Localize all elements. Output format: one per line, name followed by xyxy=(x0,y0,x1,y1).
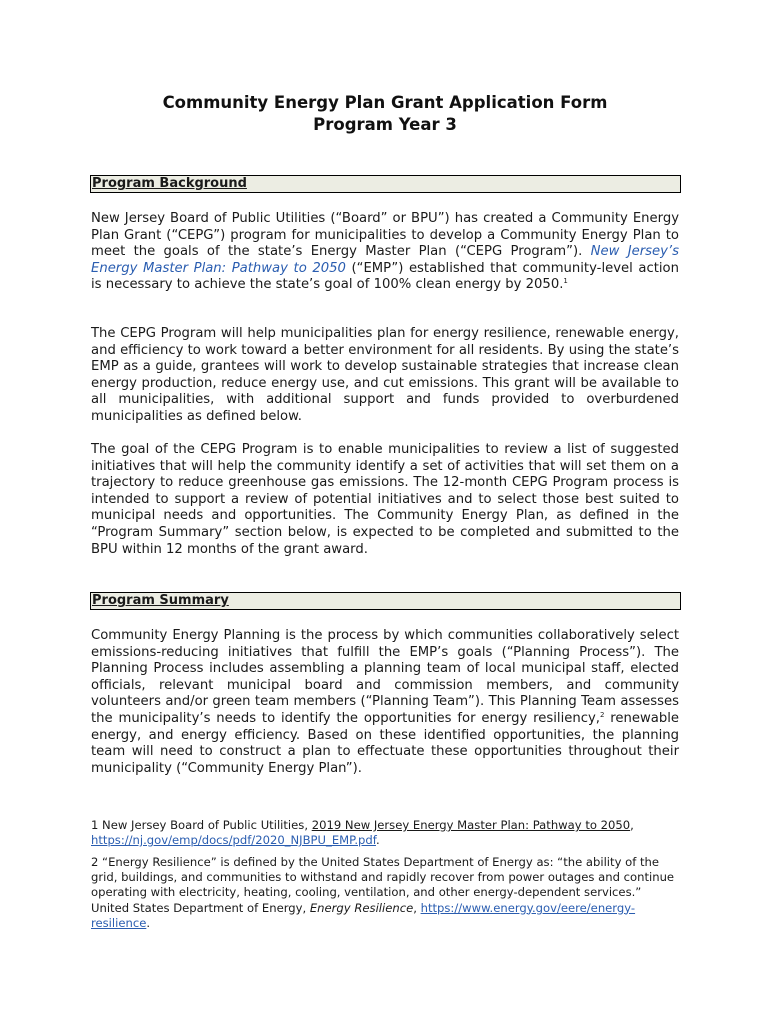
background-paragraph-2: The CEPG Program will help municipalities plan for energy resilience, renewable energy, and efficiency to work toward a better environment for all residents. By using the state’s EMP as a guide, grantees will work to develop sustainable strategies that increase clean energy production, reduce energy use, and cut emissions. This grant will be available to all municipalities, with additional support and funds provided to overburdened municipalities as defined below. xyxy=(91,326,679,424)
background-paragraph-1 xyxy=(91,211,679,294)
footnote-1-separator: , xyxy=(630,818,634,832)
summary-paragraph-1 xyxy=(91,628,679,777)
background-p1-text-a: New Jersey Board of Public Utilities (“Board” or BPU”) has created a Community Energy Plan Grant (“CEPG”) program for municipalities to develop a Community Energy Plan to meet the goals of the state’s Energy Master Plan (“CEPG Program”). xyxy=(91,211,679,260)
emp-link[interactable]: New Jersey’s Energy Master Plan: Pathway to 2050 xyxy=(91,244,679,276)
footnote-2-italic-title: Energy Resilience xyxy=(309,900,414,915)
section-header-background-label: Program Background xyxy=(92,176,247,191)
footnote-2-separator: , xyxy=(413,900,421,915)
footnote-2-url-link[interactable]: https://www.energy.gov/eere/energy-resilience xyxy=(91,900,636,930)
section-header-summary xyxy=(90,592,681,610)
page-title xyxy=(0,92,770,136)
footnote-1 xyxy=(91,818,681,848)
summary-p1-text-b: renewable energy, and energy efficiency. Based on these identified opportunities, the planning team will need to construct a plan to effectuate these opportunities throughout their municipality (“Community Energy Plan”). xyxy=(91,710,679,776)
footnote-2 xyxy=(91,855,681,931)
background-paragraph-3: The goal of the CEPG Program is to enable municipalities to review a list of suggested initiatives that will help the community identify a set of activities that will set them on a trajectory to reduce greenhouse gas emissions. The 12-month CEPG Program process is intended to support a review of potential initiatives and to select those best suited to municipal needs and opportunities. The Community Energy Plan, as defined in the “Program Summary” section below, is expected to be completed and submitted to the BPU within 12 months of the grant award. xyxy=(91,442,679,557)
footnote-ref-2[interactable]: 2 xyxy=(599,710,605,719)
section-header-background xyxy=(90,175,681,193)
footnote-1-url-link[interactable]: https://nj.gov/emp/docs/pdf/2020_NJBPU_EMP.pdf xyxy=(91,833,376,848)
background-p1-text-b: (“EMP”) established that community-level action is necessary to achieve the state’s goal of 100% clean energy by 2050. xyxy=(91,260,679,293)
footnote-1-title: 2019 New Jersey Energy Master Plan: Pathway to 2050 xyxy=(311,818,631,832)
section-header-summary-label: Program Summary xyxy=(92,593,229,608)
title-line-1: Community Energy Plan Grant Application Form xyxy=(162,93,608,112)
summary-p1-text-a: Community Energy Planning is the process by which communities collaboratively select emissions-reducing initiatives that fulfill the EMP’s goals (“Planning Process”). The Planning Process includes assembling a planning team of local municipal staff, elected officials, relevant municipal board and commission members, and community volunteers and/or green team members (“Planning Team”). This Planning Team assesses the municipality’s needs to identify the opportunities for energy resiliency, xyxy=(91,628,679,726)
footnote-2-text: 2 “Energy Resilience” is defined by the United States Department of Energy as: “the ability of the grid, buildings, and communities to withstand and rapidly recover from power outages and continue operating with electricity, heating, cooling, ventilation, and other energy-dependent services.” United States Department of Energy, xyxy=(91,855,675,915)
title-line-2: Program Year 3 xyxy=(313,115,457,134)
footnote-1-prefix: 1 New Jersey Board of Public Utilities, xyxy=(91,818,312,832)
footnote-2-end: . xyxy=(146,915,151,930)
footnote-1-end: . xyxy=(375,833,380,848)
footnote-ref-1[interactable]: 1 xyxy=(563,277,568,286)
